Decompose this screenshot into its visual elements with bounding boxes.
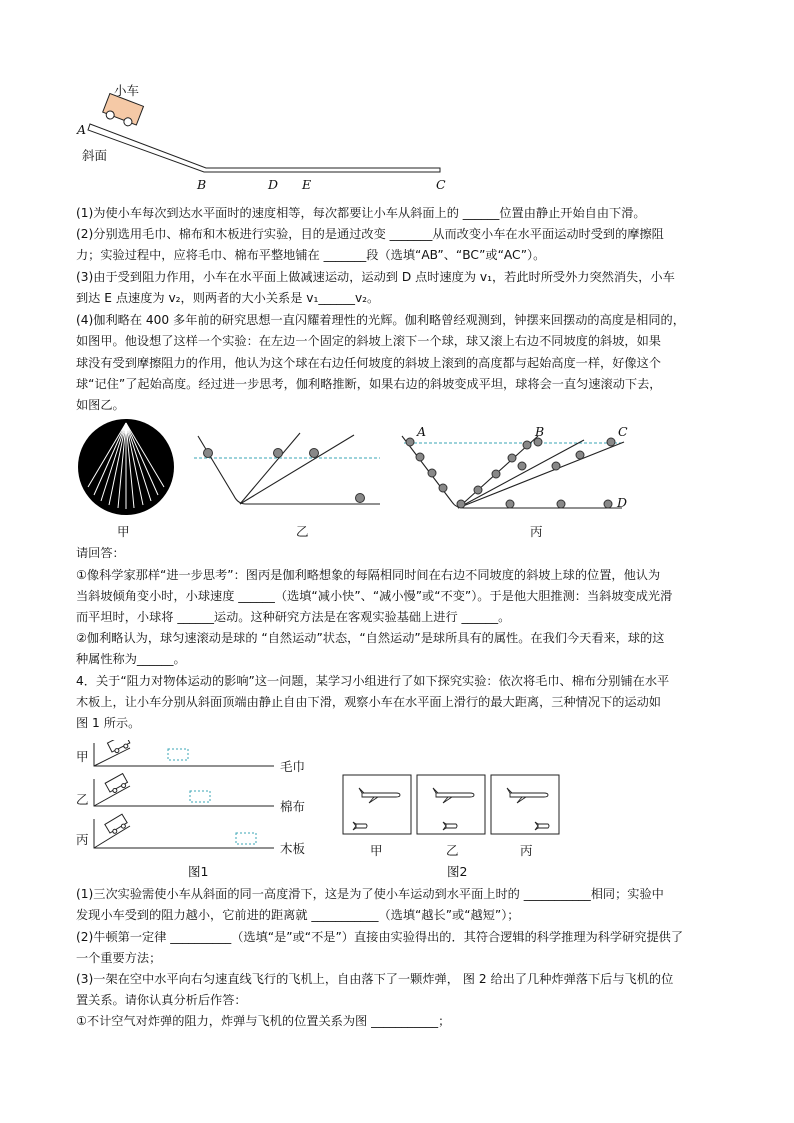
- box-label-jia: 甲: [370, 843, 383, 858]
- sub1a: ①像科学家那样“进一步思考”：图丙是伽利略想象的每隔相同时间在右边不同坡度的斜坡上球的位置，他认为: [76, 568, 661, 582]
- row-label-bing: 丙: [76, 832, 89, 847]
- point-a-label: A: [77, 122, 87, 137]
- sub1c: 而平坦时，小球将 ______运动。这种研究方法是在客观实验基础上进行 ______。: [76, 610, 511, 624]
- surface-board: 木板: [280, 841, 306, 856]
- figure2-caption: 图2: [447, 864, 468, 879]
- q4-part2b: 一个重要方法；: [76, 951, 162, 965]
- caption-yi: 乙: [296, 524, 309, 539]
- ramp-figure-bing: [398, 430, 632, 514]
- box-label-bing: 丙: [520, 843, 533, 858]
- sub2a: ②伽利略认为，球匀速滚动是球的 “自然运动”状态，“自然运动”是球所具有的属性。在我们今天看来，球的这: [76, 631, 665, 645]
- caption-jia: 甲: [117, 524, 130, 539]
- ask-label: 请回答：: [76, 546, 125, 560]
- q3-part4e: 如图乙。: [76, 398, 125, 412]
- q4-part1a: (1)三次实验需使小车从斜面的同一高度滑下，这是为了使小车运动到水平面上时的 ___________相同；实验中: [76, 887, 664, 901]
- q3-part4c: 球没有受到摩擦阻力的作用，他认为这个球在右边任何坡度的斜坡上滚到的高度都与起始高度一样，好像这个: [76, 356, 661, 370]
- q3-part4a: (4)伽利略在 400 多年前的研究思想一直闪耀着理性的光辉。伽利略曾经观测到，钟摆来回摆动的高度是相同的，: [76, 313, 685, 327]
- q3-part3b: 到达 E 点速度为 v₂，则两者的大小关系是 v₁______v₂。: [76, 291, 380, 305]
- row-label-yi: 乙: [76, 792, 89, 807]
- box-label-yi: 乙: [446, 843, 459, 858]
- caption-bing: 丙: [530, 524, 543, 539]
- slope-label: 斜面: [82, 148, 108, 163]
- q3-part2a: (2)分别选用毛巾、棉布和木板进行实验，目的是通过改变 _______从而改变小车在水平面运动时受到的摩擦阻: [76, 227, 664, 241]
- q4-part3b: 置关系。请你认真分析后作答：: [76, 993, 247, 1007]
- q3-part4d: 球“记住”了起始高度。经过进一步思考，伽利略推断，如果右边的斜坡变成平坦，球将会一直匀速滚动下去，: [76, 377, 662, 391]
- q4-intro-c: 图 1 所示。: [76, 716, 141, 730]
- bing-label-a: A: [417, 424, 427, 439]
- car-label: 小车: [114, 83, 140, 98]
- bing-label-d: D: [617, 495, 628, 510]
- plane-bomb-figure: [342, 774, 568, 836]
- point-b-label: B: [197, 177, 207, 192]
- surface-cotton: 棉布: [280, 799, 306, 814]
- ramp-figure-yi: [194, 430, 386, 512]
- figure1-caption: 图1: [188, 864, 209, 879]
- q3-part2b: 力；实验过程中，应将毛巾、棉布平整地铺在 _______段（选填“AB”、“BC”或“AC”）。: [76, 248, 546, 262]
- point-e-label: E: [302, 177, 312, 192]
- q4-part1b: 发现小车受到的阻力越小，它前进的距离就 ___________（选填“越长”或“越短”）；: [76, 908, 520, 922]
- bing-label-b: B: [535, 424, 545, 439]
- sub1b: 当斜坡倾角变小时，小球速度 ______（选填“减小快”、“减小慢”或“不变”）。于是他大胆推测：当斜坡变成光滑: [76, 589, 673, 603]
- q4-intro-a: 4．关于“阻力对物体运动的影响”这一问题，某学习小组进行了如下探究实验：依次将毛巾、棉布分别铺在水平: [76, 674, 670, 688]
- pendulum-figure: [74, 417, 184, 522]
- q4-part3c: ①不计空气对炸弹的阻力，炸弹与飞机的位置关系为图 ___________；: [76, 1014, 451, 1028]
- surface-towel: 毛巾: [280, 759, 306, 774]
- point-d-label: D: [268, 177, 279, 192]
- slope-surface: [88, 124, 440, 172]
- three-ramps-figure: [90, 740, 280, 855]
- row-label-jia: 甲: [76, 749, 89, 764]
- q3-part1: (1)为使小车每次到达水平面时的速度相等，每次都要让小车从斜面上的 ______位置由静止开始自由下滑。: [76, 206, 646, 220]
- q4-part2a: (2)牛顿第一定律 __________（选填“是”或“不是”）直接由实验得出的．其符合逻辑的科学推理为科学研究提供了: [76, 930, 684, 944]
- q4-intro-b: 木板上，让小车分别从斜面顶端由静止自由下滑，观察小车在水平面上滑行的最大距离，三种情况下的运动如: [76, 695, 661, 709]
- sub2b: 种属性称为______。: [76, 652, 186, 666]
- q3-part4b: 如图甲。他设想了这样一个实验：在左边一个固定的斜坡上滚下一个球，球又滚上右边不同坡度的斜坡，如果: [76, 334, 661, 348]
- q4-part3: (3)一架在空中水平向右匀速直线飞行的飞机上，自由落下了一颗炸弹， 图 2 给出了几种炸弹落下后与飞机的位: [76, 972, 674, 986]
- point-c-label: C: [436, 177, 446, 192]
- bing-label-c: C: [618, 424, 628, 439]
- q3-part3a: (3)由于受到阻力作用，小车在水平面上做减速运动，运动到 D 点时速度为 v₁，若此时所受外力突然消失，小车: [76, 270, 675, 284]
